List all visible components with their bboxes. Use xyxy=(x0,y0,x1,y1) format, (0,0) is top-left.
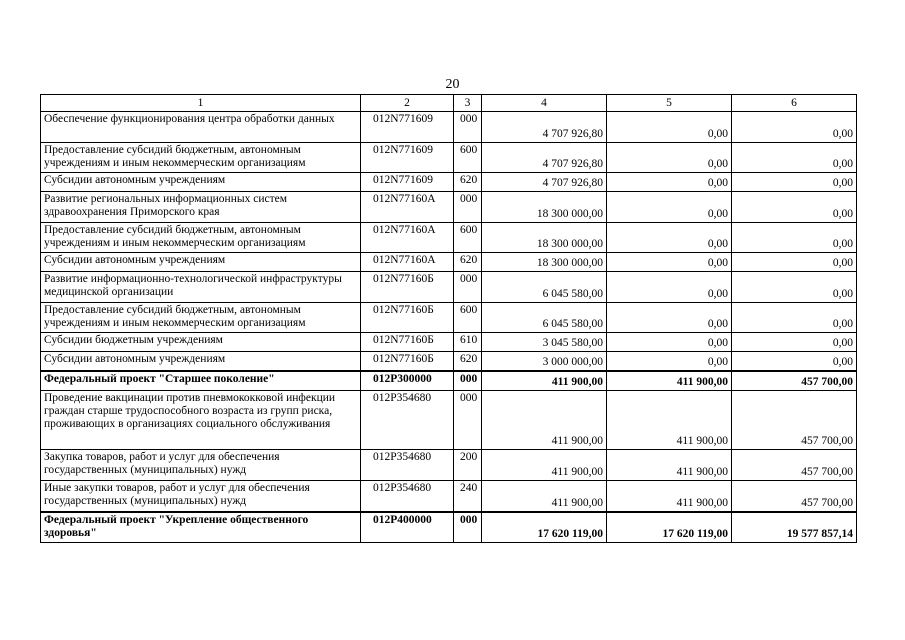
amount-col5-cell: 0,00 xyxy=(607,223,732,253)
amount-col4-cell: 411 900,00 xyxy=(482,371,607,391)
expense-type-cell: 200 xyxy=(454,450,482,481)
amount-col5-cell: 0,00 xyxy=(607,272,732,303)
amount-col6-cell: 0,00 xyxy=(732,303,857,333)
table-row xyxy=(41,253,857,272)
amount-col5-cell: 0,00 xyxy=(607,173,732,192)
amount-col6-cell: 457 700,00 xyxy=(732,391,857,450)
amount-col5-cell: 0,00 xyxy=(607,352,732,371)
column-header-2: 2 xyxy=(361,95,454,112)
expense-type-cell: 000 xyxy=(454,512,482,543)
table-row xyxy=(41,371,857,391)
column-header-6: 6 xyxy=(732,95,857,112)
amount-col4-cell: 18 300 000,00 xyxy=(482,253,607,272)
expense-type-cell: 600 xyxy=(454,143,482,173)
row-name-cell: Иные закупки товаров, работ и услуг для обеспечения государственных (муниципальных) нужд xyxy=(41,481,361,512)
amount-col5-cell: 411 900,00 xyxy=(607,450,732,481)
row-name-cell: Закупка товаров, работ и услуг для обеспечения государственных (муниципальных) нужд xyxy=(41,450,361,481)
table-row xyxy=(41,192,857,223)
table-row xyxy=(41,303,857,333)
budget-table xyxy=(40,94,857,543)
target-code-cell: 012P354680 xyxy=(361,481,454,512)
expense-type-cell: 000 xyxy=(454,272,482,303)
table-row xyxy=(41,391,857,450)
amount-col4-cell: 4 707 926,80 xyxy=(482,143,607,173)
expense-type-cell: 000 xyxy=(454,112,482,143)
target-code-cell: 012P354680 xyxy=(361,391,454,450)
target-code-cell: 012N77160Б xyxy=(361,333,454,352)
table-row xyxy=(41,481,857,512)
amount-col5-cell: 411 900,00 xyxy=(607,371,732,391)
expense-type-cell: 620 xyxy=(454,352,482,371)
row-name-cell: Предоставление субсидий бюджетным, автономным учреждениям и иным некоммерческим организациям xyxy=(41,143,361,173)
amount-col6-cell: 0,00 xyxy=(732,333,857,352)
expense-type-cell: 000 xyxy=(454,391,482,450)
target-code-cell: 012P400000 xyxy=(361,512,454,543)
target-code-cell: 012N77160A xyxy=(361,192,454,223)
amount-col5-cell: 0,00 xyxy=(607,333,732,352)
expense-type-cell: 000 xyxy=(454,192,482,223)
amount-col6-cell: 0,00 xyxy=(732,112,857,143)
column-header-5: 5 xyxy=(607,95,732,112)
amount-col6-cell: 457 700,00 xyxy=(732,450,857,481)
expense-type-cell: 240 xyxy=(454,481,482,512)
amount-col6-cell: 457 700,00 xyxy=(732,371,857,391)
row-name-cell: Федеральный проект "Укрепление общественного здоровья" xyxy=(41,512,361,543)
amount-col4-cell: 3 045 580,00 xyxy=(482,333,607,352)
row-name-cell: Субсидии автономным учреждениям xyxy=(41,253,361,272)
amount-col6-cell: 0,00 xyxy=(732,173,857,192)
target-code-cell: 012N77160A xyxy=(361,253,454,272)
column-header-1: 1 xyxy=(41,95,361,112)
amount-col4-cell: 18 300 000,00 xyxy=(482,192,607,223)
amount-col6-cell: 0,00 xyxy=(732,352,857,371)
target-code-cell: 012N771609 xyxy=(361,143,454,173)
table-row xyxy=(41,333,857,352)
page-number: 20 xyxy=(445,77,460,92)
amount-col4-cell: 6 045 580,00 xyxy=(482,272,607,303)
target-code-cell: 012N77160Б xyxy=(361,303,454,333)
target-code-cell: 012N771609 xyxy=(361,173,454,192)
amount-col5-cell: 0,00 xyxy=(607,112,732,143)
expense-type-cell: 000 xyxy=(454,371,482,391)
amount-col6-cell: 19 577 857,14 xyxy=(732,512,857,543)
amount-col4-cell: 18 300 000,00 xyxy=(482,223,607,253)
table-row xyxy=(41,143,857,173)
row-name-cell: Обеспечение функционирования центра обработки данных xyxy=(41,112,361,143)
target-code-cell: 012N77160Б xyxy=(361,272,454,303)
table-row xyxy=(41,512,857,543)
amount-col6-cell: 457 700,00 xyxy=(732,481,857,512)
row-name-cell: Субсидии автономным учреждениям xyxy=(41,352,361,371)
row-name-cell: Федеральный проект "Старшее поколение" xyxy=(41,371,361,391)
expense-type-cell: 620 xyxy=(454,173,482,192)
amount-col4-cell: 6 045 580,00 xyxy=(482,303,607,333)
expense-type-cell: 600 xyxy=(454,223,482,253)
target-code-cell: 012N771609 xyxy=(361,112,454,143)
amount-col5-cell: 0,00 xyxy=(607,143,732,173)
table-row xyxy=(41,223,857,253)
column-header-3: 3 xyxy=(454,95,482,112)
row-name-cell: Развитие информационно-технологической инфраструктуры медицинской организации xyxy=(41,272,361,303)
target-code-cell: 012P300000 xyxy=(361,371,454,391)
expense-type-cell: 600 xyxy=(454,303,482,333)
target-code-cell: 012N77160A xyxy=(361,223,454,253)
row-name-cell: Субсидии бюджетным учреждениям xyxy=(41,333,361,352)
table-row xyxy=(41,173,857,192)
expense-type-cell: 610 xyxy=(454,333,482,352)
table-row xyxy=(41,450,857,481)
amount-col4-cell: 411 900,00 xyxy=(482,391,607,450)
column-number-row xyxy=(41,95,857,112)
row-name-cell: Развитие региональных информационных систем здравоохранения Приморского края xyxy=(41,192,361,223)
table-row xyxy=(41,112,857,143)
amount-col6-cell: 0,00 xyxy=(732,143,857,173)
amount-col5-cell: 17 620 119,00 xyxy=(607,512,732,543)
row-name-cell: Предоставление субсидий бюджетным, автономным учреждениям и иным некоммерческим организациям xyxy=(41,223,361,253)
amount-col4-cell: 411 900,00 xyxy=(482,481,607,512)
amount-col5-cell: 411 900,00 xyxy=(607,391,732,450)
amount-col6-cell: 0,00 xyxy=(732,223,857,253)
amount-col5-cell: 0,00 xyxy=(607,303,732,333)
row-name-cell: Субсидии автономным учреждениям xyxy=(41,173,361,192)
table-row xyxy=(41,352,857,371)
target-code-cell: 012N77160Б xyxy=(361,352,454,371)
target-code-cell: 012P354680 xyxy=(361,450,454,481)
amount-col4-cell: 4 707 926,80 xyxy=(482,173,607,192)
amount-col5-cell: 411 900,00 xyxy=(607,481,732,512)
amount-col4-cell: 4 707 926,80 xyxy=(482,112,607,143)
table-row xyxy=(41,272,857,303)
expense-type-cell: 620 xyxy=(454,253,482,272)
amount-col4-cell: 3 000 000,00 xyxy=(482,352,607,371)
amount-col4-cell: 411 900,00 xyxy=(482,450,607,481)
amount-col4-cell: 17 620 119,00 xyxy=(482,512,607,543)
amount-col6-cell: 0,00 xyxy=(732,253,857,272)
amount-col6-cell: 0,00 xyxy=(732,192,857,223)
amount-col5-cell: 0,00 xyxy=(607,192,732,223)
row-name-cell: Предоставление субсидий бюджетным, автономным учреждениям и иным некоммерческим организациям xyxy=(41,303,361,333)
row-name-cell: Проведение вакцинации против пневмококковой инфекции граждан старше трудоспособного возраста из групп риска, проживающих в организациях социального обслуживания xyxy=(41,391,361,450)
amount-col6-cell: 0,00 xyxy=(732,272,857,303)
amount-col5-cell: 0,00 xyxy=(607,253,732,272)
column-header-4: 4 xyxy=(482,95,607,112)
